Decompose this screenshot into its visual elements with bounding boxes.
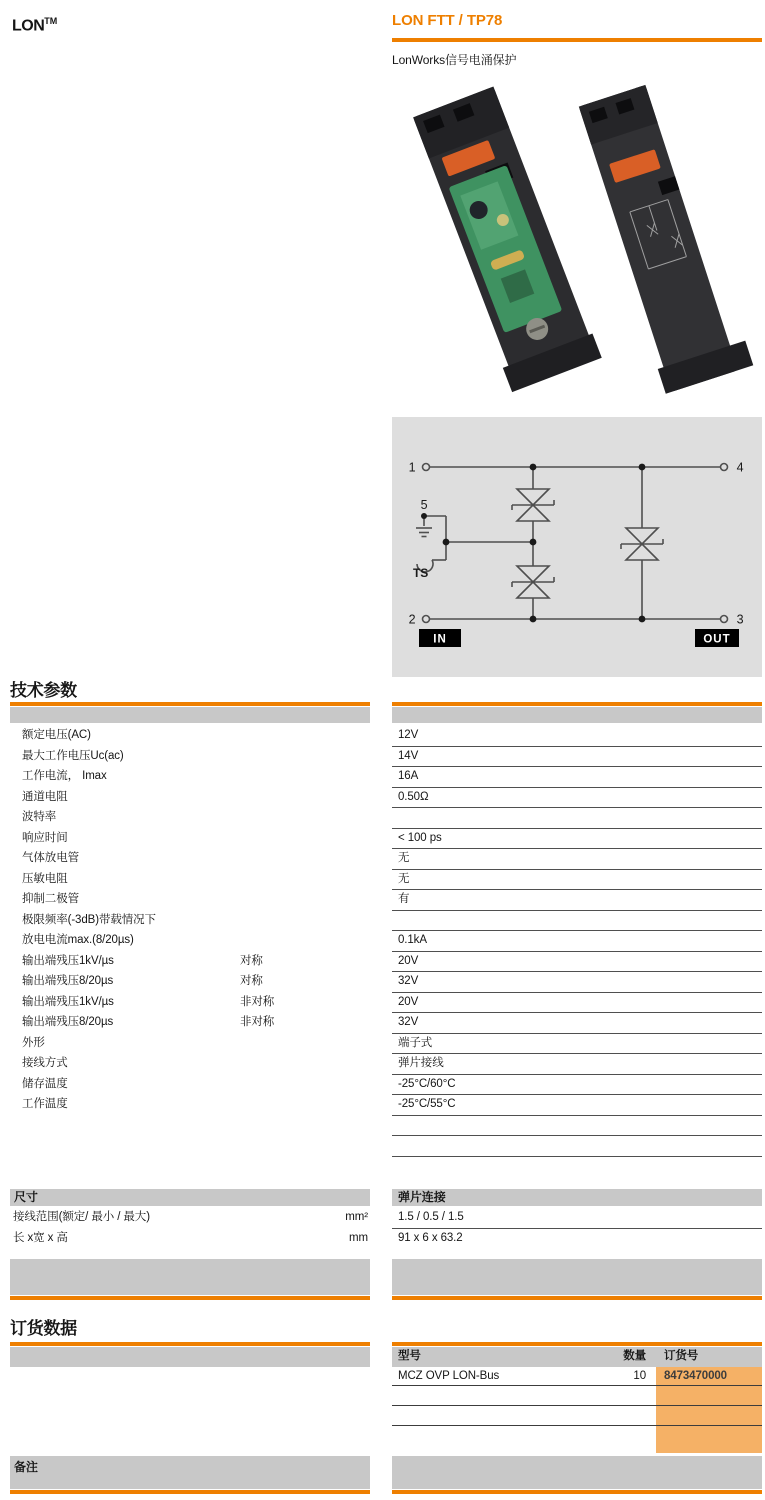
dims-footer-rule-left xyxy=(10,1296,370,1300)
tech-row-label xyxy=(10,1136,240,1157)
ordering-row xyxy=(392,1386,762,1406)
tech-table-row xyxy=(10,972,762,993)
dimension-unit: mm² xyxy=(345,1211,368,1223)
trademark-symbol: TM xyxy=(44,16,58,26)
ordering-row xyxy=(392,1406,762,1426)
column-header-qty: 数量 xyxy=(623,1350,646,1362)
tech-table-row xyxy=(10,767,762,788)
order-model xyxy=(392,1406,596,1425)
ordering-rule-left xyxy=(10,1342,370,1346)
order-number: 8473470000 xyxy=(656,1367,762,1385)
tech-row-value: -25°C/55°C xyxy=(392,1095,762,1116)
ordering-rows xyxy=(392,1367,762,1453)
tech-table-row xyxy=(10,1013,762,1034)
dimensions-table xyxy=(10,1208,762,1250)
tech-row-sublabel xyxy=(240,808,392,829)
dims-footer-block-right xyxy=(392,1259,762,1295)
tech-row-value xyxy=(392,1136,762,1157)
terminal-5-label: 5 xyxy=(420,498,428,512)
dimensions-heading-bar: 尺寸 xyxy=(10,1189,370,1206)
tech-row-value: 32V xyxy=(392,1013,762,1034)
notes-block-right xyxy=(392,1456,762,1489)
tech-row-sublabel xyxy=(240,849,392,870)
tech-row-sublabel xyxy=(240,1034,392,1055)
product-photo-image xyxy=(392,72,762,412)
product-photo xyxy=(392,72,762,412)
in-label: IN xyxy=(433,633,447,646)
tech-row-label: 外形 xyxy=(22,1036,45,1049)
order-qty xyxy=(596,1406,656,1425)
tech-table-row xyxy=(10,726,762,747)
tech-row-label: 抑制二极管 xyxy=(22,893,79,905)
dimensions-row xyxy=(10,1208,762,1229)
tech-table-row xyxy=(10,1034,762,1055)
order-qty xyxy=(596,1426,656,1453)
column-header-model: 型号 xyxy=(398,1350,421,1362)
tech-row-label: 输出端残压1kV/µs xyxy=(22,954,114,967)
dimension-value: 1.5 / 0.5 / 1.5 xyxy=(392,1208,762,1229)
ordering-section-heading: 订货数据 xyxy=(10,1319,77,1338)
column-header-order-no: 订货号 xyxy=(664,1350,699,1362)
tech-table-row xyxy=(10,849,762,870)
tech-row-sublabel xyxy=(240,747,392,768)
tech-row-label: 极限频率(-3dB)带载情况下 xyxy=(22,913,156,926)
tech-row-value: < 100 ps xyxy=(392,829,762,850)
tech-row-sublabel xyxy=(240,890,392,911)
tech-table-row xyxy=(10,870,762,891)
tech-table-row xyxy=(10,890,762,911)
tech-table-row xyxy=(10,1136,762,1157)
tech-row-sublabel xyxy=(240,726,392,747)
tech-header-bar-left xyxy=(10,707,370,723)
brand-name: LON xyxy=(12,17,45,35)
tech-table xyxy=(10,726,762,1157)
tech-row-value: 无 xyxy=(392,870,762,891)
tech-section-heading: 技术参数 xyxy=(10,681,77,700)
notes-rule-right xyxy=(392,1490,762,1494)
tech-row-label: 通道电阻 xyxy=(22,790,68,803)
tech-row-sublabel: 非对称 xyxy=(240,995,275,1008)
tech-row-value: 12V xyxy=(392,726,762,747)
tech-row-sublabel xyxy=(240,1136,392,1157)
order-qty xyxy=(596,1386,656,1405)
notes-heading-bar: 备注 xyxy=(10,1456,370,1489)
tech-table-row xyxy=(10,1095,762,1116)
tech-row-sublabel: 对称 xyxy=(240,975,263,987)
tech-rule-right xyxy=(392,702,762,706)
ordering-row xyxy=(392,1426,762,1453)
tech-row-label: 输出端残压8/20µs xyxy=(22,1016,114,1028)
tech-row-label: 响应时间 xyxy=(22,831,68,844)
dims-footer-block-left xyxy=(10,1259,370,1295)
terminal-1-label: 1 xyxy=(408,460,416,475)
tech-row-sublabel: 非对称 xyxy=(240,1016,275,1028)
tech-row-sublabel xyxy=(240,788,392,809)
tech-row-label: 输出端残压8/20µs xyxy=(22,975,114,987)
tech-row-label xyxy=(10,1116,240,1137)
ts-label: TS xyxy=(413,566,429,580)
ordering-table-header xyxy=(392,1347,762,1367)
tech-row-value: 20V xyxy=(392,952,762,973)
terminal-4-label: 4 xyxy=(736,460,744,475)
tech-row-sublabel xyxy=(240,829,392,850)
dims-footer-rule-right xyxy=(392,1296,762,1300)
tech-row-sublabel xyxy=(240,870,392,891)
tech-table-row xyxy=(10,1075,762,1096)
tech-row-value: 20V xyxy=(392,993,762,1014)
tech-row-label: 最大工作电压Uc(ac) xyxy=(22,749,124,762)
out-label: OUT xyxy=(703,633,731,646)
tech-row-value: -25°C/60°C xyxy=(392,1075,762,1096)
tech-row-value: 0.50Ω xyxy=(392,788,762,809)
tech-row-label: 工作电流， Imax xyxy=(22,770,107,782)
order-number xyxy=(656,1406,762,1425)
order-model xyxy=(392,1426,596,1453)
order-number xyxy=(656,1426,762,1453)
tech-row-sublabel xyxy=(240,1116,392,1137)
tech-row-label: 接线方式 xyxy=(22,1057,68,1069)
tech-rule-left xyxy=(10,702,370,706)
tech-row-value: 14V xyxy=(392,747,762,768)
tech-row-value: 32V xyxy=(392,972,762,993)
tech-table-row xyxy=(10,911,762,932)
connection-heading-bar: 弹片连接 xyxy=(392,1189,762,1206)
tech-row-value xyxy=(392,911,762,932)
order-model: MCZ OVP LON-Bus xyxy=(398,1370,500,1382)
dimension-label: 长 x宽 x 高 xyxy=(13,1232,68,1244)
tech-row-label: 储存温度 xyxy=(22,1077,68,1090)
dimension-label: 接线范围(额定/ 最小 / 最大) xyxy=(13,1211,150,1223)
page-title: LON FTT / TP78 xyxy=(392,12,503,29)
notes-rule-left xyxy=(10,1490,370,1494)
tech-row-value: 0.1kA xyxy=(392,931,762,952)
order-number xyxy=(656,1386,762,1405)
dimensions-row xyxy=(10,1229,762,1250)
tech-row-value xyxy=(392,808,762,829)
tech-row-sublabel xyxy=(240,911,392,932)
tech-table-row xyxy=(10,829,762,850)
order-qty: 10 xyxy=(633,1370,646,1382)
terminal-2-label: 2 xyxy=(408,612,416,627)
circuit-diagram-image xyxy=(392,417,762,677)
dimension-unit: mm xyxy=(349,1232,368,1244)
tech-row-sublabel xyxy=(240,1095,392,1116)
tech-row-label: 压敏电阻 xyxy=(22,872,68,885)
ordering-table xyxy=(392,1347,762,1453)
tech-row-label: 工作温度 xyxy=(22,1098,68,1110)
tech-row-label: 输出端残压1kV/µs xyxy=(22,995,114,1008)
dimension-value: 91 x 6 x 63.2 xyxy=(398,1232,463,1244)
tech-table-row xyxy=(10,747,762,768)
tech-row-label: 额定电压(AC) xyxy=(22,729,91,741)
tech-header-bar-right xyxy=(392,707,762,723)
tech-row-value: 无 xyxy=(392,849,762,870)
tech-row-sublabel xyxy=(240,767,392,788)
tech-table-row xyxy=(10,808,762,829)
tech-row-value: 16A xyxy=(392,767,762,788)
ordering-header-bar-left xyxy=(10,1347,370,1367)
tech-row-label: 波特率 xyxy=(22,811,57,823)
tech-row-value: 端子式 xyxy=(392,1034,762,1055)
tech-table-row xyxy=(10,1116,762,1137)
tech-row-value: 有 xyxy=(392,890,762,911)
ordering-row xyxy=(392,1367,762,1386)
tech-row-value: 弹片接线 xyxy=(392,1054,762,1075)
tech-table-row xyxy=(10,993,762,1014)
tech-row-sublabel xyxy=(240,931,392,952)
title-underline xyxy=(392,38,762,42)
tech-table-row xyxy=(10,952,762,973)
tech-row-label: 气体放电管 xyxy=(22,852,79,864)
tech-row-label: 放电电流max.(8/20µs) xyxy=(22,934,134,946)
tech-row-sublabel xyxy=(240,1054,392,1075)
circuit-diagram xyxy=(392,417,762,677)
terminal-3-label: 3 xyxy=(736,612,744,627)
order-model xyxy=(392,1386,596,1405)
ordering-rule-right xyxy=(392,1342,762,1346)
tech-table-row xyxy=(10,788,762,809)
tech-table-row xyxy=(10,931,762,952)
tech-row-sublabel xyxy=(240,1075,392,1096)
tech-table-row xyxy=(10,1054,762,1075)
page-subtitle: LonWorks信号电涌保护 xyxy=(392,53,517,67)
brand-logo xyxy=(12,16,57,35)
tech-row-value xyxy=(392,1116,762,1137)
tech-row-sublabel: 对称 xyxy=(240,954,263,967)
